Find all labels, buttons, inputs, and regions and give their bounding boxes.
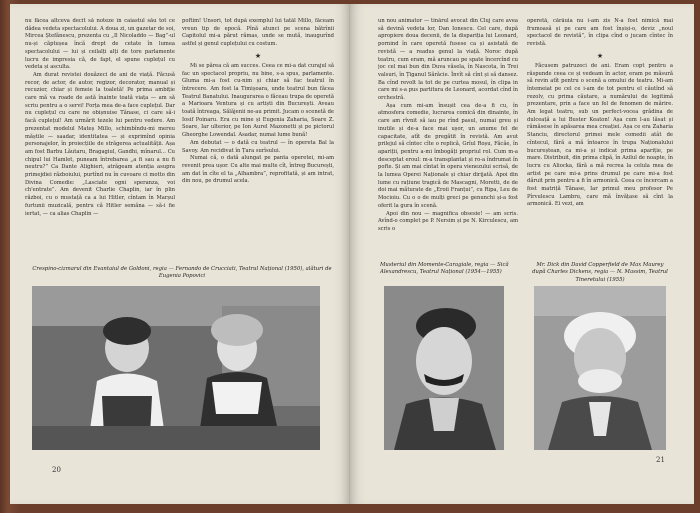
photo-caption: Mr. Dick din David Copperfield de Max Maurey după Charles Dickens, regia — N. Massim, Teatrul Tineretului (1955) — [532, 262, 668, 283]
paragraph: nu făcea altceva decît să noteze în caiastul său tot ce dădea vedeta spectacolului. A doua zi, un gazetar de soi, Mircea Ștefănescu, prezenta cu „Il Nicoladdo — Bag”-ul nu-și căptușea încă drept de cetate în lumea spectacolului — lui și ceilalți alți de tore parlamente lucru de impresia că, de fapt, el spune cuplețul cu vedeta și asculta. — [25, 18, 175, 71]
paragraph: operetă, cărăuia nu i-am zis N-a fost nimică mai frumoasă și pe care am fost înșiși-o, deviz „noul spectacol de revistă”, în clipa cînd o jucam cîntec în revistă. — [527, 18, 673, 48]
stage-photo-mr-dick — [534, 286, 666, 450]
left-page-column-1 — [25, 18, 175, 263]
paragraph: un nou animator — tînărul avocat din Cluj care avea să devină vedeta lor, Dan Ionescu. Cel care, după apropiere doua decenii, de la dispariția lui Leonard, pornind în care operetă fusese ca și asistată de revistă — a readus genul la viață. Noroc după teatru, cum eram, mă aruncau pe spate încercînd cu joc cel mai bun din Duva văsela, în Nascota, în Trei valsuri, în Țiganul Sărăcie. Învît să cînt și să dansez. Ba cînd revolt la tot de pe curtea mosul, în clipa in care mi s-a pus partitura de Leonard, acordat cînd în orchestră. — [378, 18, 518, 102]
paragraph: Am durat revistei douăzeci de ani de viață. Făcusă recor, de actor, de autor, regizor, decorator, manual și recuzier, chiar și femeie la toaletă! Pe prima ambiție care mă va roade de astă înainte toată viața — am să scriu pentru a o servi! Forța mea de-a face cuplețul. Dar nu cuplețul cu care ne obișnuise Tănase, ci care să-i facă cuplețul! Am urmărit tezele lui pentru vedere. Am prezentat modelul Mateș Millo, schimbîndu-mi mereu măștile — saadar, identitatea — și exprimînd opinia personajelor, în proiecțiile de străgerea actualității. Așa am fost Barbu Lăutaru, Bragagiul, Gandhi, mînarul... Cu chipul lui Hamlet, puneam întrebarea „a fi sau a nu fi neutru?” Ca Dante Alighieri, atrăgeam atenția asupra primejdiei războiului, purtînd nu în cuvoare ci motto din Divina Comedie: „Lasciate ogni speranza, voi ch'entrate”. Am devenit Charlie Chaplin, iar în plin război, cu o mustață ca a lui Hitler, cîntam în Marșul furtunii muzicală, pentru că Hitler semăna — să-i fie iertat, — ca alias Chaplin — — [25, 71, 175, 217]
right-page-column-1 — [378, 18, 518, 263]
left-page-column-2 — [182, 18, 334, 263]
page-number: 21 — [656, 456, 665, 464]
paragraph: Numai că, o dată alungat pe panta operetei, mi-am revenit prea ușor. Cu alte mai multe cît, întreg București, am dat în cîte el ta „Alhambra”, reprofitată, și am intrat, din nou, pe drumul acela. — [182, 155, 334, 185]
paragraph: poftim! Unsori, tot după exemplul lui tatăl Millo, făceam vreun tip de epocă. Pînă atunci pe scena bătrînii Capitolul mi-a părut rămas, unde se mută, inaugurînd astfel și genul cuplețului cu costum. — [182, 18, 334, 48]
right-page — [350, 4, 694, 504]
section-star: ★ — [254, 51, 262, 60]
photo-image — [534, 286, 666, 450]
page-number: 20 — [52, 466, 61, 474]
photo-image — [384, 286, 504, 450]
section-star: ★ — [596, 51, 604, 60]
right-page-column-2 — [527, 18, 673, 263]
stage-photo-duo — [32, 286, 320, 450]
stage-photo-musteriul — [384, 286, 504, 450]
paragraph: Așa cum mi-am însușit cea de-a fi cu, în atmosfera comedie, lucrarea comică din dinainte, în care am rîvnit să iau pe rînd pasul, numai greu și inutile și de-a face mai ușor, un anume fel de capacitate, atît de pregătit în revistă. Am avut prilejul să cîntec cîte o replică, Grîul Roșu, Făcăe, în apariții, pentru a-mi îmbogăți propriul rol. Cum m-a desceptat eroul: m-a transplantat și ro-a îndrumat în pofte. Și am mai cîntat în opera vienezului scrisă, de la lumea Operei Naționale și chiar dirijată. Apoi din lume cu rațiune tragică de Mascagni, Moretti, de de doi mai măturate de „Eroii Franțui”, cu Ripa, Leu de Mocioiu. Cu o o de mulți greci pe genunchi și-a fost oferit la gura în scenă. — [378, 102, 518, 209]
photo-caption: Musteriul din Momente-Caragiale, regia — Sică Alexandrescu, Teatrul Național (1954—1955) — [380, 262, 509, 276]
left-page — [10, 4, 350, 504]
paragraph: Am debutat — o dată cu teatrul — în opereta Bal la Savoy. Am recidivat în Țara surîsului. — [182, 139, 334, 154]
photo-caption: Crespino-cizmarul din Evantaiul de Goldoni, regia — Fernando de Crucciati, Teatrul Național (1950), alături de Eugenia Popovici — [32, 266, 332, 280]
paragraph: Făcusem patruzeci de ani. Eram copt pentru a răspunde ceea ce și vedeam în actor, eram pe măsură să revin atît pentru o scenă a omului de teatru. Mi-am întemeiat pe cel ce i-am de tot pentru el căutînd să rezolv, cu prima căutare, a numărului de legitimă prezentare, prin a face un fel de fenomen de mărire. Am legat teatru, sub un perfect-vocea grădina de dulceață a lui Buster Keaton! Așa cum l-au lăsat și rămăsese în apăsarea mea creației. Așa ce era Zaharia Stanciu, directorul primei mele comedii atât de cîntecul, fără a mă întoarce în trupa Naționalului bucureștean, ca mi-a și indicat prima apariție, pe mare. Distribuit, din prima clipă, în Azilul de noapte, în lucru cu Aliocka, fără a mă recrea la celula mea de artist pe care mi-a prins drumul pe care mi-a fost dăruit prin pentru a fi în armonică. Ceea ce încercam a fost matriță Tănase, Iar primul meu profesor Pe Pîrvulescu Lambru, care mă învățase să cînt la armonică. Ei vezi, am — [527, 62, 673, 208]
paragraph: Mi se părea că am succes. Ceea ce mi-a dat curajul să fac un spectacol propriu, nu bine, s-a spus, parlamente. Gluma mi-a fost cu-nim și chiar să fac teatrul în întrecere. Am fost la Timișoara, unde teatrul bun făcea Teatrul Banatului. Inaugurarea o făceau trupa de operetă a Marioara Ventura și cu artiști din București. Aveau toată întreaga, Sălăjenii ne-au primit. Jucam o scenetă de Iosif Poinaru. Era cu mine și Eugenia Zaharia, Soare Z. Soare, Iar ulterior, pe Ion Aurel Mazonetti și pe pictorul Gheorghe Lowendal. Asadar, numai lume bună! — [182, 62, 334, 139]
paragraph: Apoi din nou — magnifica obsesie! — am scris. Avînd-o complet pe P. Nersim și pe N. Kirculescu, am scris o — [378, 210, 518, 232]
photo-image — [32, 286, 320, 450]
